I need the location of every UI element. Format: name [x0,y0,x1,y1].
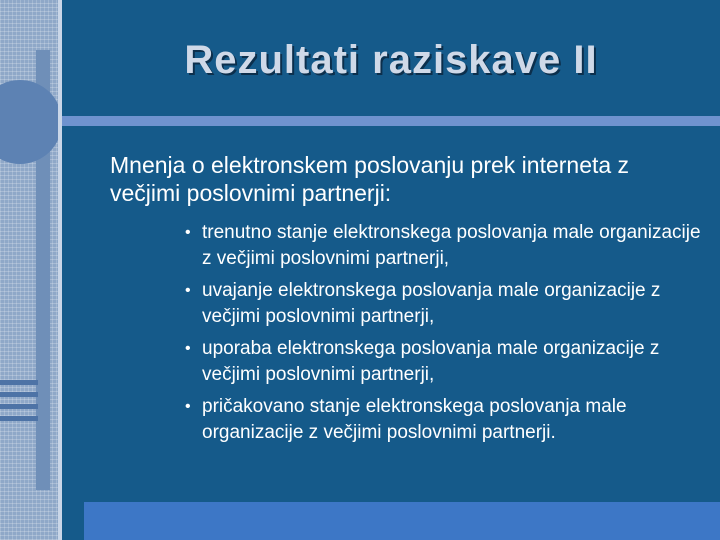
bullet-text: pričakovano stanje elektronskega poslovanja male organizacije z večjimi poslovnimi partnerji. [202,396,627,443]
title-underline [62,116,720,126]
bullet-icon: • [185,398,191,415]
bullet-icon: • [185,224,191,241]
bullet-text: trenutno stanje elektronskega poslovanja male organizacije z večjimi poslovnimi partnerji, [202,222,701,269]
bullet-item [185,336,715,388]
strip-block-decoration [0,416,38,421]
bullet-text: uporaba elektronskega poslovanja male organizacije z večjimi poslovnimi partnerji, [202,338,660,385]
intro-text: Mnenja o elektronskem poslovanju prek interneta z večjimi poslovnimi partnerji: [110,152,630,206]
bullet-text: uvajanje elektronskega poslovanja male organizacije z večjimi poslovnimi partnerji, [202,280,661,327]
left-decorative-strip [0,0,60,540]
bullet-icon: • [185,340,191,357]
slide-title: Rezultati raziskave II [184,38,598,82]
strip-block-decoration [0,404,38,409]
bullet-item [185,394,715,446]
strip-block-decoration [0,380,38,385]
strip-circle-decoration [0,80,62,164]
bottom-decorative-bar [84,502,720,540]
bullet-item [185,220,715,272]
strip-block-decoration [0,392,38,397]
bullet-list [185,220,715,452]
bullet-icon: • [185,282,191,299]
bullet-item [185,278,715,330]
